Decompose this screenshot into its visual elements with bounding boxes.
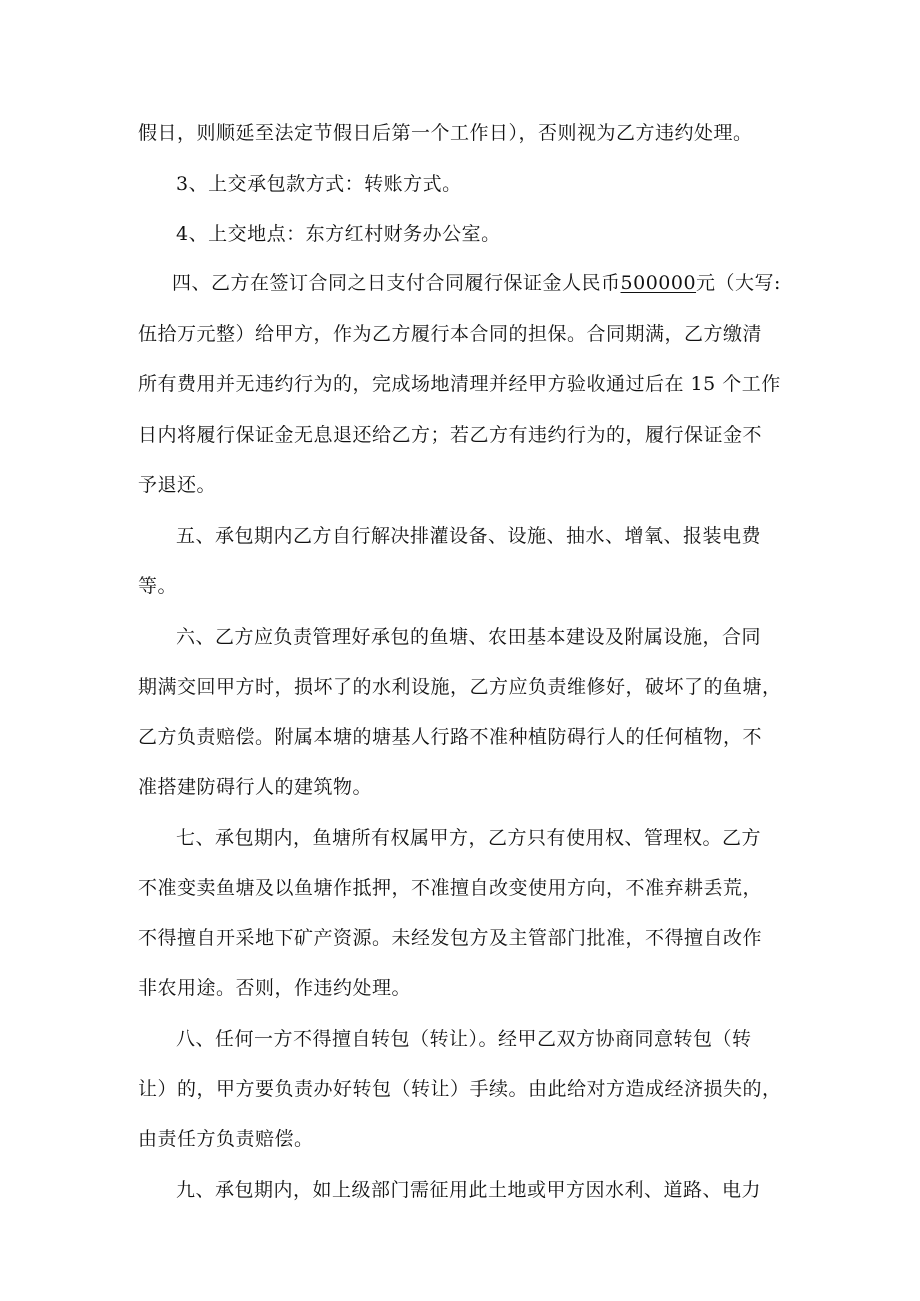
text-line: 3、上交承包款方式：转账方式。 (176, 173, 462, 195)
text-line: 让）的，甲方要负责办好转包（转让）手续。由此给对方造成经济损失的， (138, 1078, 782, 1100)
text-line: 等。 (138, 575, 178, 597)
text-line: 准搭建防碍行人的建筑物。 (138, 776, 373, 798)
text-segment: 四、乙方在签订合同之日支付合同履行保证金人民币 (172, 272, 621, 294)
text-segment: 元（大写: (696, 272, 781, 294)
text-line: 由责任方负责赔偿。 (138, 1128, 314, 1150)
text-line: 不准变卖鱼塘及以鱼塘作抵押，不准擅自改变使用方向，不准弃耕丢荒， (138, 877, 763, 899)
text-line: 予退还。 (138, 474, 217, 496)
text-line: 乙方负责赔偿。附属本塘的塘基人行路不准种植防碍行人的任何植物，不 (138, 726, 763, 748)
text-line: 不得擅自开采地下矿产资源。未经发包方及主管部门批准，不得擅自改作 (138, 927, 763, 949)
text-line: 伍拾万元整）给甲方，作为乙方履行本合同的担保。合同期满，乙方缴清 (138, 323, 763, 345)
text-line: 4、上交地点：东方红村财务办公室。 (176, 223, 501, 245)
text-line: 九、承包期内，如上级部门需征用此土地或甲方因水利、道路、电力 (176, 1179, 762, 1201)
deposit-amount: 500000 (620, 272, 697, 294)
text-line: 非农用途。否则，作违约处理。 (138, 977, 412, 999)
text-line: 假日，则顺延至法定节假日后第一个工作日），否则视为乙方违约处理。 (138, 122, 753, 144)
text-line: 日内将履行保证金无息退还给乙方；若乙方有违约行为的，履行保证金不 (138, 424, 763, 446)
text-line: 八、任何一方不得擅自转包（转让）。经甲乙双方协商同意转包（转 (176, 1028, 752, 1050)
paragraph-four-first-line (172, 271, 781, 295)
text-line: 六、乙方应负责管理好承包的鱼塘、农田基本建设及附属设施，合同 (176, 626, 762, 648)
text-line: 期满交回甲方时，损坏了的水利设施，乙方应负责维修好，破坏了的鱼塘， (138, 676, 782, 698)
text-line: 七、承包期内，鱼塘所有权属甲方，乙方只有使用权、管理权。乙方 (176, 827, 762, 849)
text-line: 五、承包期内乙方自行解决排灌设备、设施、抽水、增氧、报装电费 (176, 525, 762, 547)
text-line: 所有费用并无违约行为的，完成场地清理并经甲方验收通过后在 15 个工作 (138, 373, 781, 395)
